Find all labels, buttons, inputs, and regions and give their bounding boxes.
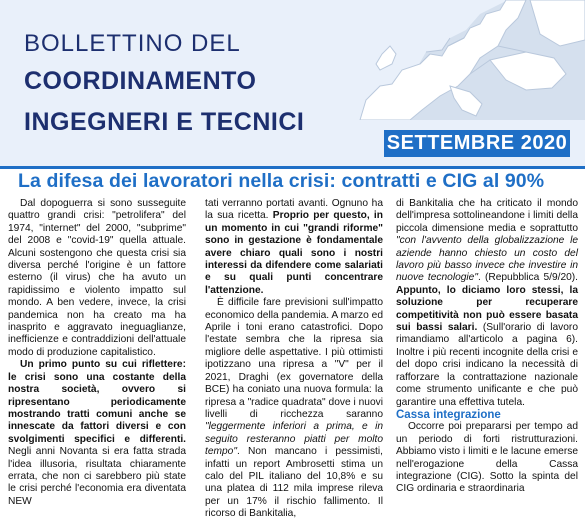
masthead-title-line1: BOLLETTINO DEL (24, 30, 241, 57)
article-column-1 (8, 198, 186, 508)
header-divider (0, 166, 585, 169)
column1-paragraph1: Dal dopoguerra si sono susseguite quattro grandi crisi: "petrolifera" del 1974, "internet" del 2000, "subprime" del 2008 e "covid-19" quella attuale. Alcuni sostengono che questa crisi sia diversa perché l'origine è un fattore esterno (il virus) che ha avuto un rapidissimo e violento impatto sul mondo. A ben vedere, invece, la crisi pandemica non ha creato ma ha inasprito e aggravato ineguaglianze, inefficienze e contraddizioni dell'attuale modo di produzione capitalistico. (8, 198, 186, 358)
column2-text-a: tati verranno portati avanti. Ognuno ha la sua ricetta. (205, 198, 383, 222)
column2-italic-quote: "leggermente inferiori a prima, e in seguito resteranno piatti per molto tempo" (205, 421, 383, 458)
europe-map-illustration (330, 0, 585, 120)
column3-text-c: (Sull'orario di lavoro rimandiamo all'articolo a pagina 6). Inoltre i più recenti incognite della crisi e del dopo crisi indicano la necessità di rafforzare la contrattazione nazionale come strumento unificante e che può garantire una effettiva tutela. (396, 322, 578, 408)
column2-text-c: . Non mancano i pessimisti, infatti un report Ambrosetti stima un calo del PIL italiano del 10,8% e su una platea di 112 mila imprese rileva per un 17% il rischio fallimento. Il ricorso di Bankitalia, (205, 446, 383, 520)
column2-text-b: È difficile fare previsioni sull'impatto economico della pandemia. A marzo ed Aprile i toni erano catastrofici. Dopo l'estate sembra che la ripresa sia migliore delle aspettative. I più ottimisti ipotizzano una ripresa a "V" per il 2021, Draghi (ex governatore della BCE) ha coniato una nuova formula: la ripresa a "radice quadrata" dove i nuovi livelli di ricchezza saranno (205, 297, 383, 420)
article-column-3 (396, 198, 578, 496)
column3-paragraph2: Occorre poi prepararsi per tempo ad un periodo di forti ristrutturazioni. Abbiamo visto i limiti e le lacune emerse nell'erogazione della Cassa integrazione (CIG). Sotto la spinta del CIG ordinaria e straordinaria (396, 421, 578, 495)
column1-body-text: Negli anni Novanta si era fatta strada l'idea illusoria, risultata chiaramente errata, che non ci sarebbero più state le crisi perché l'economia era diventata NEW (8, 446, 186, 507)
column3-bold-text: Appunto, lo diciamo loro stessi, la soluzione per recuperare competitività non può essere basata sui bassi salari. (396, 284, 578, 334)
article-column-2 (205, 198, 383, 521)
column3-text-b: . (Repubblica 5/9/20). (477, 272, 578, 284)
masthead (0, 0, 585, 166)
column1-paragraph2 (8, 359, 186, 508)
masthead-title-line3: INGEGNERI E TECNICI (24, 108, 305, 136)
column3-italic-quote: "con l'avvento della globalizzazione le aziende hanno chiesto un costo del lavoro più basso invece che investire in nuove tecnologie" (396, 235, 578, 284)
column2-bold-text: Proprio per questo, in un momento in cui "grandi riforme" sono in gestazione è fondamentale avere chiaro quali sono i nostri interessi da difendere come salariati e su quali punti concentrare l'attenzione. (205, 210, 383, 296)
column1-bold-text: Un primo punto su cui riflettere: le crisi sono una costante della nostra società, ovvero si ripresentano periodicamente mostrando tratti comuni anche se innescate da fattori diversi e con svolgimenti specifici e differenti. (8, 359, 186, 445)
column2-paragraph1 (205, 198, 383, 297)
masthead-title-line2: COORDINAMENTO (24, 67, 257, 95)
article-headline: La difesa dei lavoratori nella crisi: contratti e CIG al 90% (18, 170, 545, 192)
section-subheading: Cassa integrazione (396, 408, 501, 421)
column2-paragraph2 (205, 297, 383, 520)
column3-text-a: di Bankitalia che ha criticato il mondo dell'impresa sottolineandone i limiti della piccola dimensione media e soprattutto (396, 198, 578, 234)
issue-date: SETTEMBRE 2020 (384, 130, 570, 157)
column3-paragraph1 (396, 198, 578, 409)
